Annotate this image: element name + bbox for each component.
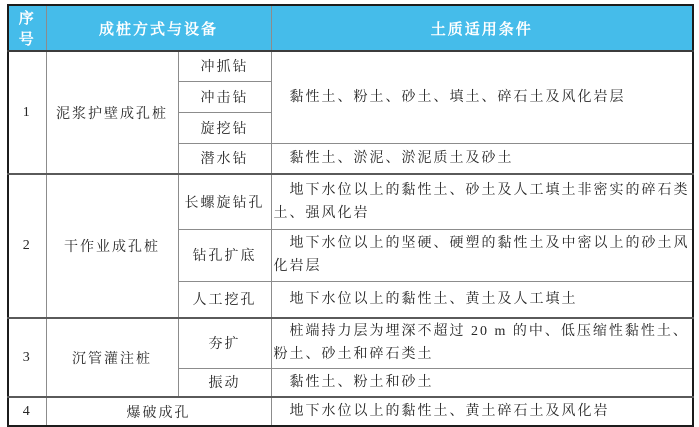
table-row bbox=[8, 51, 693, 81]
cell-equipment: 振动 bbox=[178, 368, 271, 397]
cell-group2-no: 2 bbox=[8, 174, 46, 318]
cell-condition: 地下水位以上的坚硬、硬塑的黏性土及中密以上的砂土风化岩层 bbox=[271, 229, 693, 281]
cell-group4-category: 爆破成孔 bbox=[46, 397, 271, 426]
cell-group4-no: 4 bbox=[8, 397, 46, 426]
cell-equipment: 长螺旋钻孔 bbox=[178, 174, 271, 229]
cell-group3-no: 3 bbox=[8, 318, 46, 397]
cell-group2-category: 干作业成孔桩 bbox=[46, 174, 178, 318]
cell-equipment: 旋挖钻 bbox=[178, 112, 271, 143]
cell-condition: 地下水位以上的黏性土、砂土及人工填土非密实的碎石类土、强风化岩 bbox=[271, 174, 693, 229]
header-row bbox=[8, 5, 693, 51]
header-soil-condition: 土质适用条件 bbox=[271, 5, 693, 51]
table-row bbox=[8, 397, 693, 426]
cell-equipment: 钻孔扩底 bbox=[178, 229, 271, 281]
cell-group3-category: 沉管灌注桩 bbox=[46, 318, 178, 397]
cell-equipment: 冲抓钻 bbox=[178, 51, 271, 81]
cell-condition: 黏性土、粉土和砂土 bbox=[271, 368, 693, 397]
cell-condition: 地下水位以上的黏性土、黄土碎石土及风化岩 bbox=[271, 397, 693, 426]
cell-condition: 桩端持力层为埋深不超过 20 m 的中、低压缩性黏性土、粉土、砂土和碎石类土 bbox=[271, 318, 693, 368]
soil-conditions-table-container bbox=[7, 4, 692, 421]
header-method-equipment: 成桩方式与设备 bbox=[46, 5, 271, 51]
header-seq: 序号 bbox=[8, 5, 46, 51]
table-row bbox=[8, 174, 693, 229]
pile-method-soil-table bbox=[7, 4, 694, 427]
cell-equipment: 冲击钻 bbox=[178, 81, 271, 112]
cell-group1-category: 泥浆护壁成孔桩 bbox=[46, 51, 178, 174]
cell-condition: 地下水位以上的黏性土、黄土及人工填土 bbox=[271, 281, 693, 318]
cell-condition: 黏性土、淤泥、淤泥质土及砂土 bbox=[271, 143, 693, 174]
cell-group1-no: 1 bbox=[8, 51, 46, 174]
cell-equipment: 潜水钻 bbox=[178, 143, 271, 174]
cell-equipment: 人工挖孔 bbox=[178, 281, 271, 318]
cell-equipment: 夯扩 bbox=[178, 318, 271, 368]
table-row bbox=[8, 318, 693, 368]
cell-condition-merged: 黏性土、粉土、砂土、填土、碎石土及风化岩层 bbox=[271, 51, 693, 143]
